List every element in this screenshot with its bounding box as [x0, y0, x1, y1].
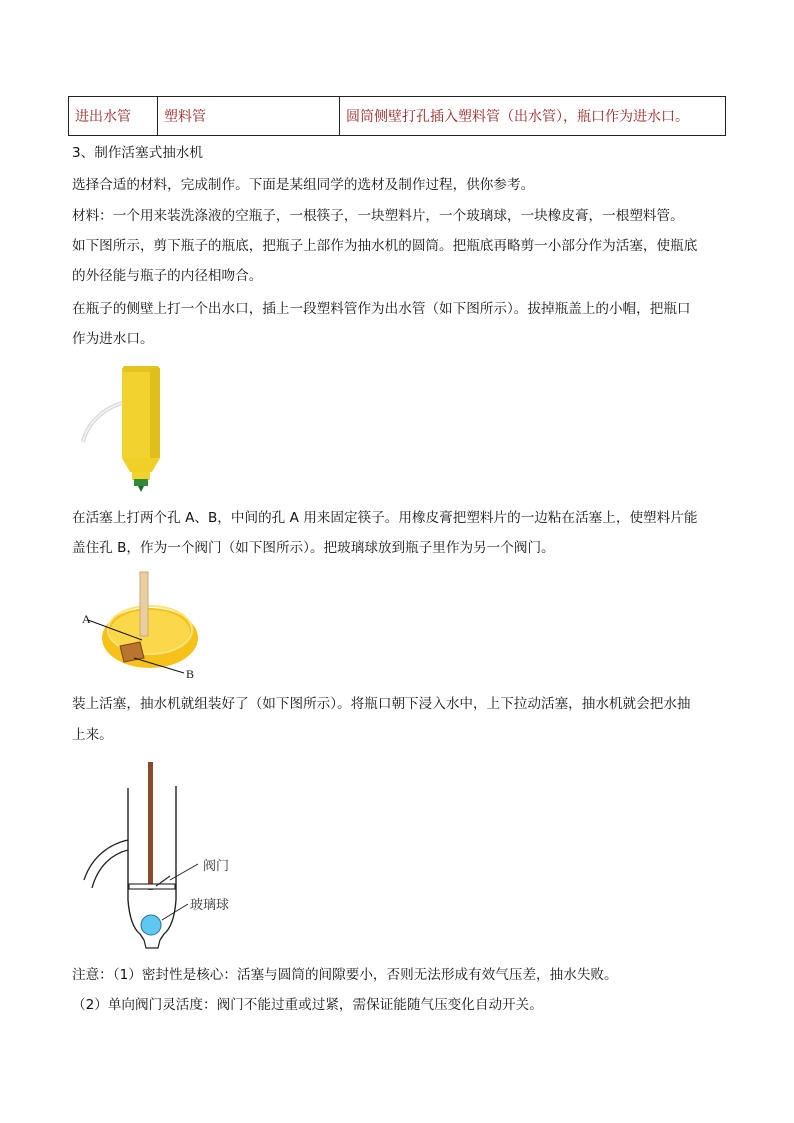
- paragraph-6-line-1: 装上活塞，抽水机就组装好了（如下图所示）。将瓶口朝下浸入水中，上下拉动活塞，抽水机就会把水抽: [72, 696, 691, 712]
- pump-assembly-diagram: [80, 758, 280, 958]
- materials-table: [68, 96, 726, 136]
- piston-plate: [129, 884, 175, 889]
- label-b: B: [186, 667, 195, 681]
- table-row: [69, 97, 726, 136]
- outlet-tube: [83, 402, 126, 442]
- paragraph-2: 材料：一个用来装洗涤液的空瓶子，一根筷子，一块塑料片，一个玻璃球，一块橡皮膏，一根塑料管。: [72, 208, 684, 224]
- bottle-mouth: [132, 472, 150, 480]
- paragraph-1: 选择合适的材料，完成制作。下面是某组同学的选材及制作过程，供你参考。: [72, 177, 535, 193]
- bottle-shade: [150, 368, 160, 458]
- table-cell-part: 进出水管: [69, 97, 158, 136]
- cap-tip: [138, 486, 144, 492]
- outlet-tube-highlight: [83, 402, 126, 442]
- cylinder-left-wall: [128, 788, 144, 940]
- cylinder-right-wall: [160, 786, 176, 940]
- chopstick-rod: [148, 762, 153, 890]
- valve-pointer: [170, 864, 198, 880]
- note-2: （2）单向阀门灵活度：阀门不能过重或过紧，需保证能随气压变化自动开关。: [72, 997, 543, 1013]
- chopstick: [140, 572, 148, 636]
- outlet-pipe-outer: [84, 840, 128, 880]
- glass-ball-icon: [141, 915, 161, 935]
- bottle-cylinder-figure: [80, 362, 180, 497]
- nozzle: [144, 940, 160, 948]
- bottle-neck: [122, 458, 160, 472]
- outlet-pipe-inner: [92, 850, 128, 888]
- label-a: A: [82, 612, 91, 626]
- paragraph-4-line-1: 在瓶子的侧壁上打一个出水口，插上一段塑料管作为出水管（如下图所示）。拔掉瓶盖上的小帽，把瓶口: [72, 301, 691, 317]
- paragraph-3-line-1: 如下图所示，剪下瓶子的瓶底，把瓶子上部作为抽水机的圆筒。把瓶底再略剪一小部分作为活塞，使瓶底: [72, 238, 698, 254]
- bottle-cap: [134, 479, 148, 486]
- piston-figure: [78, 570, 208, 680]
- plastic-flap: [120, 642, 144, 662]
- table-cell-material: 塑料管: [158, 97, 340, 136]
- section-heading: 3、制作活塞式抽水机: [72, 145, 203, 161]
- glass-ball-label: 玻璃球: [190, 898, 230, 913]
- valve-label: 阀门: [203, 859, 230, 874]
- paragraph-3-line-2: 的外径能与瓶子的内径相吻合。: [72, 268, 263, 284]
- paragraph-4-line-2: 作为进水口。: [72, 331, 154, 347]
- table-cell-method: 圆筒侧壁打孔插入塑料管（出水管），瓶口作为进水口。: [340, 97, 726, 136]
- paragraph-5-line-2: 盖住孔 B，作为一个阀门（如下图所示）。把玻璃球放到瓶子里作为另一个阀门。: [72, 540, 555, 556]
- note-1: 注意：（1）密封性是核心：活塞与圆筒的间隙要小，否则无法形成有效气压差，抽水失败。: [72, 967, 618, 983]
- paragraph-6-line-2: 上来。: [72, 727, 113, 743]
- paragraph-5-line-1: 在活塞上打两个孔 A、B，中间的孔 A 用来固定筷子。用橡皮膏把塑料片的一边粘在活塞上，使塑料片能: [72, 510, 698, 526]
